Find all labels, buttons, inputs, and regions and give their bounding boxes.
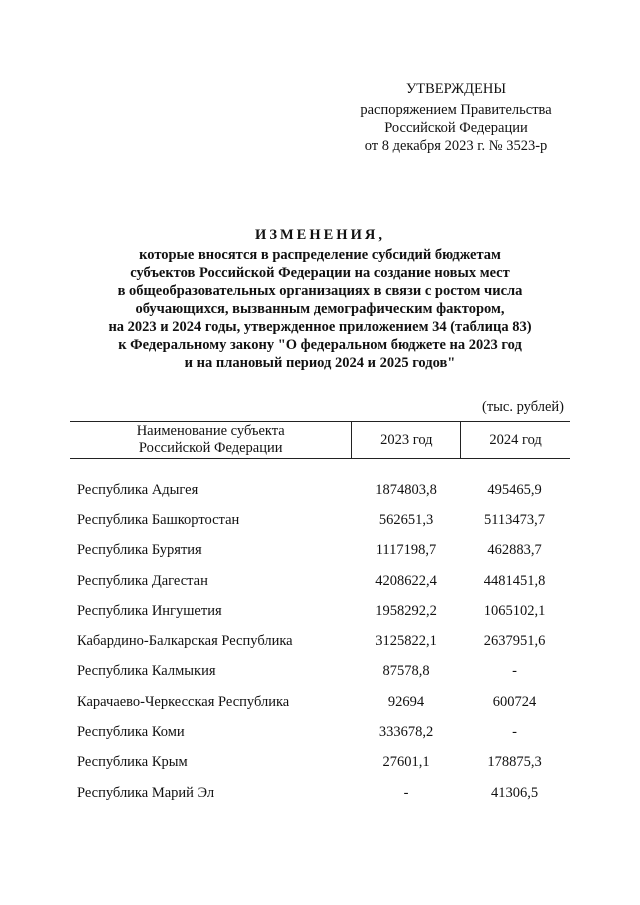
cell-region: Республика Крым <box>77 754 188 771</box>
table-row <box>70 778 570 808</box>
header-region-line: Наименование субъекта <box>136 423 285 439</box>
header-2023: 2023 год <box>352 422 461 458</box>
cell-2023: 27601,1 <box>382 754 430 771</box>
table-row <box>70 505 570 535</box>
cell-2024: 1065102,1 <box>483 602 546 619</box>
cell-region: Республика Башкортостан <box>77 511 240 528</box>
table-row <box>70 536 570 566</box>
cell-2023: 1874803,8 <box>375 481 437 498</box>
units-label: (тыс. рублей) <box>482 399 564 415</box>
cell-2023: 3125822,1 <box>375 633 437 650</box>
header-region <box>70 422 352 458</box>
heading-line: и на плановый период 2024 и 2025 годов" <box>184 355 456 371</box>
cell-region: Республика Марий Эл <box>77 784 215 801</box>
cell-2024: - <box>512 724 517 741</box>
cell-2023: 87578,8 <box>382 663 430 680</box>
cell-region: Республика Калмыкия <box>77 663 216 680</box>
table-row <box>70 596 570 626</box>
table-row <box>70 626 570 656</box>
cell-2023: 333678,2 <box>378 724 434 741</box>
heading-line: обучающихся, вызванным демографическим фактором, <box>135 301 505 317</box>
header-region-line: Российской Федерации <box>138 440 283 456</box>
table-header <box>70 421 570 459</box>
approval-block <box>356 80 556 155</box>
table-row <box>70 687 570 717</box>
approval-line: распоряжением Правительства <box>360 102 552 118</box>
cell-2024: 495465,9 <box>487 481 542 498</box>
cell-region: Республика Бурятия <box>77 542 202 559</box>
cell-2024: - <box>512 663 517 680</box>
cell-2023: 562651,3 <box>378 511 434 528</box>
heading-line: субъектов Российской Федерации на создание новых мест <box>130 265 510 281</box>
cell-region: Карачаево-Черкесская Республика <box>77 693 290 710</box>
cell-region: Республика Адыгея <box>77 481 199 498</box>
table-row <box>70 566 570 596</box>
table-row <box>70 748 570 778</box>
cell-2023: 92694 <box>387 693 425 710</box>
cell-2023: 4208622,4 <box>375 572 437 589</box>
document-heading <box>70 226 570 372</box>
table-row <box>70 475 570 505</box>
header-2024: 2024 год <box>489 431 542 448</box>
heading-line: к Федеральному закону "О федеральном бюджете на 2023 год <box>118 337 522 353</box>
cell-2024: 178875,3 <box>487 754 542 771</box>
table-row <box>70 717 570 747</box>
cell-2023: 1958292,2 <box>375 602 437 619</box>
heading-line: в общеобразовательных организациях в связи с ростом числа <box>117 283 523 299</box>
table-body <box>70 459 570 808</box>
cell-2023: - <box>403 784 409 801</box>
cell-2024: 4481451,8 <box>483 572 546 589</box>
cell-region: Кабардино-Балкарская Республика <box>77 633 293 650</box>
cell-region: Республика Коми <box>77 724 185 741</box>
heading-title: ИЗМЕНЕНИЯ, <box>255 227 385 243</box>
cell-region: Республика Дагестан <box>77 572 208 589</box>
table-row <box>70 657 570 687</box>
cell-2024: 5113473,7 <box>483 511 546 528</box>
cell-region: Республика Ингушетия <box>77 602 222 619</box>
cell-2024: 462883,7 <box>487 542 542 559</box>
cell-2023: 1117198,7 <box>375 542 437 559</box>
heading-line: которые вносятся в распределение субсидий бюджетам <box>139 247 501 263</box>
heading-line: на 2023 и 2024 годы, утвержденное приложением 34 (таблица 83) <box>108 319 532 335</box>
subsidy-table <box>70 421 570 808</box>
cell-2024: 41306,5 <box>490 784 539 801</box>
approval-line: от 8 декабря 2023 г. № 3523-р <box>364 138 548 154</box>
cell-2024: 2637951,6 <box>483 633 546 650</box>
approval-title: УТВЕРЖДЕНЫ <box>405 81 507 97</box>
approval-line: Российской Федерации <box>384 120 528 136</box>
cell-2024: 600724 <box>492 693 537 710</box>
